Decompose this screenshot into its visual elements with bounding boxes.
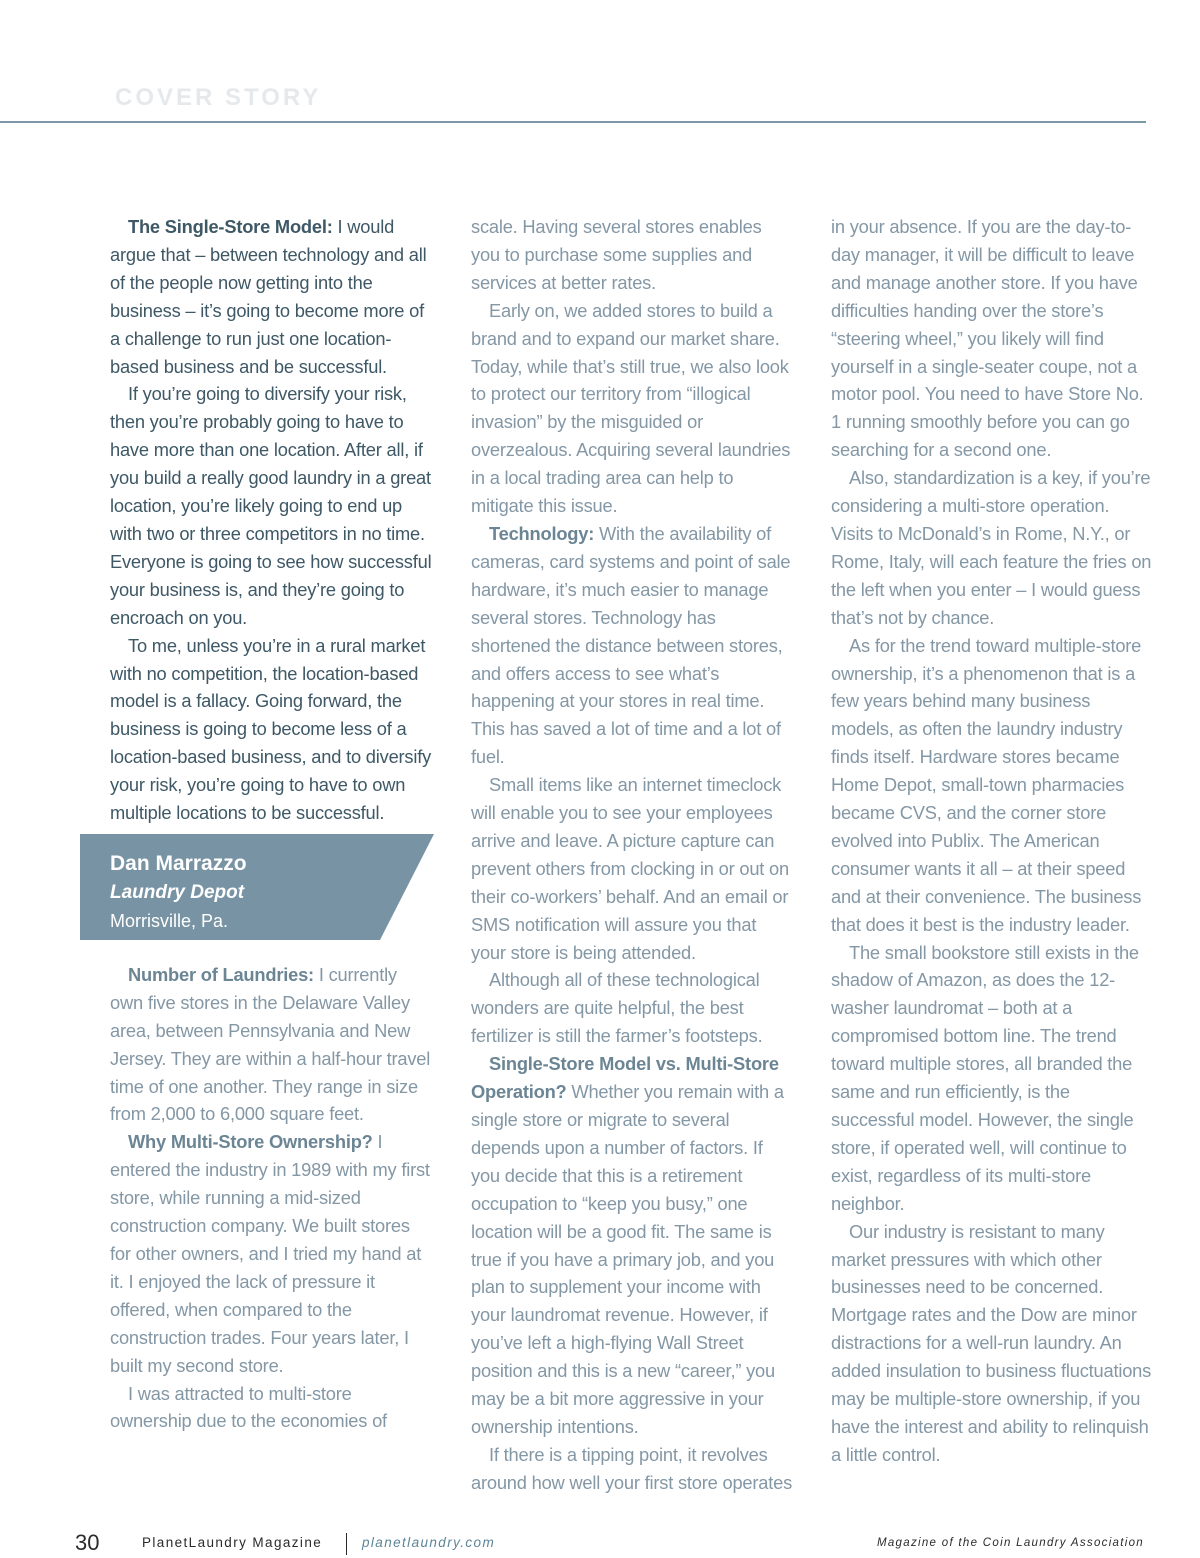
subheading: The Single-Store Model: [128,216,333,237]
subheading: Technology: [489,522,595,544]
paragraph-text: I entered the industry in 1989 with my first store, while running a mid-sized construction company. We built stores for other owners, and I tried my hand at it. I enjoyed the lack of pressure it offered, when compared to the construction trades. Four years later, I built my second store. [110,1131,430,1376]
paragraph [471,520,793,771]
paragraph-text: With the availability of cameras, card systems and point of sale hardware, it’s much easier to manage several stores. Technology has shortened the distance between stores, and offers access to see what’s happening at your stores in real time. This has saved a lot of time and a lot of fuel. [471,522,791,768]
article-column-3 [831,213,1153,1469]
paragraph [471,1050,793,1441]
profile-location: Morrisville, Pa. [110,911,229,931]
paragraph: Also, standardization is a key, if you’re considering a multi-store operation. Visits to McDonald’s in Rome, N.Y., or Rome, Italy, will each feature the fries on the left when you enter – I would guess that’s not by chance. [831,467,1152,628]
intro-section [110,213,432,827]
header-rule [0,121,1146,123]
paragraph: Early on, we added stores to build a brand and to expand our market share. Today, while that’s still true, we also look to protect our territory from “illogical invasion” by the misguided or overzealous. Acquiring several laundries in a local trading area can help to mitigate this issue. [471,299,791,517]
paragraph: scale. Having several stores enables you to purchase some supplies and services at better rates. [471,216,762,293]
page-number: 30 [75,1530,100,1555]
profile-section [110,961,432,1435]
paragraph: The small bookstore still exists in the shadow of Amazon, as does the 12-washer laundromat – both at a compromised bottom line. The trend toward multiple stores, all branded the same and run efficiently, is the successful model. However, the single store, if operated well, will continue to exist, regardless of its multi-store neighbor. [831,941,1139,1214]
paragraph [110,1128,432,1379]
subheading: Why Multi-Store Ownership? [128,1131,373,1153]
paragraph: Our industry is resistant to many market pressures with which other businesses need to be concerned. Mortgage rates and the Dow are minor distractions for a well-run laundry. An added insulation to business fluctuations may be multiple-store ownership, if you have the interest and ability to relinquish a little control. [831,1220,1152,1465]
article-column-1 [110,213,432,1435]
profile-name: Dan Marrazzo [110,852,247,875]
paragraph-text: Whether you remain with a single store or migrate to several depends upon a number of factors. If you decide that this is a retirement occupation to “keep you busy,” one location will be a good fit. The same is true if you have a primary job, and you plan to supplement your income with your laundromat revenue. However, if you’ve left a high-flying Wall Street position and this is a new “career,” you may be a bit more aggressive in your ownership intentions. [471,1081,784,1437]
paragraph-text: I currently own five stores in the Delaware Valley area, between Pennsylvania and New Jersey. They are within a half-hour travel time of one another. They range in size from 2,000 to 6,000 square feet. [110,963,431,1125]
article-column-2 [471,213,793,1497]
profile-box [80,834,434,940]
subheading: Single-Store Model vs. Multi-Store Operation? [471,1053,779,1103]
subheading: Number of Laundries: [128,963,314,985]
association-tagline: Magazine of the Coin Laundry Association [876,1537,1144,1549]
website-link[interactable]: planetlaundry.com [362,1535,496,1550]
paragraph [110,961,432,1128]
footer-divider [346,1533,347,1555]
paragraph-text: I would argue that – between technology and all of the people now getting into the business – it’s going to become more of a challenge to run just one location-based business and be successful. [110,216,427,377]
magazine-name: PlanetLaundry Magazine [142,1535,323,1550]
paragraph: If you’re going to diversify your risk, then you’re probably going to have to have more than one location. After all, if you build a really good laundry in a great location, you’re likely going to end up with two or three competitors in no time. Everyone is going to see how successful your business is, and they’re going to encroach on you. [110,383,432,628]
paragraph: To me, unless you’re in a rural market with no competition, the location-based model is a fallacy. Going forward, the business is going to become less of a location-based business, and to diversify your risk, you’re going to have to own multiple locations to be successful. [110,634,432,824]
section-label: COVER STORY [115,84,322,111]
paragraph: If there is a tipping point, it revolves around how well your first store operates [471,1443,793,1493]
paragraph: I was attracted to multi-store ownership due to the economies of [110,1382,387,1432]
paragraph: As for the trend toward multiple-store ownership, it’s a phenomenon that is a few years behind many business models, as often the laundry industry finds itself. Hardware stores became Home Depot, small-town pharmacies became CVS, and the corner store evolved into Publix. The American consumer wants it all – at their speed and at their convenience. The business that does it best is the industry leader. [831,634,1142,935]
paragraph: Although all of these technological wonders are quite helpful, the best fertilizer is still the farmer’s footsteps. [471,969,763,1047]
paragraph: Small items like an internet timeclock will enable you to see your employees arrive and leave. A picture capture can prevent others from clocking in or out on their co-workers’ behalf. And an email or SMS notification will assure you that your store is being attended. [471,774,789,963]
paragraph [110,213,432,380]
paragraph: in your absence. If you are the day-to-day manager, it will be difficult to leave and manage another store. If you have difficulties handing over the store’s “steering wheel,” you likely will find yourself in a single-seater coupe, not a motor pool. You need to have Store No. 1 running smoothly before you can go searching for a second one. [831,216,1144,461]
profile-company: Laundry Depot [110,882,245,903]
